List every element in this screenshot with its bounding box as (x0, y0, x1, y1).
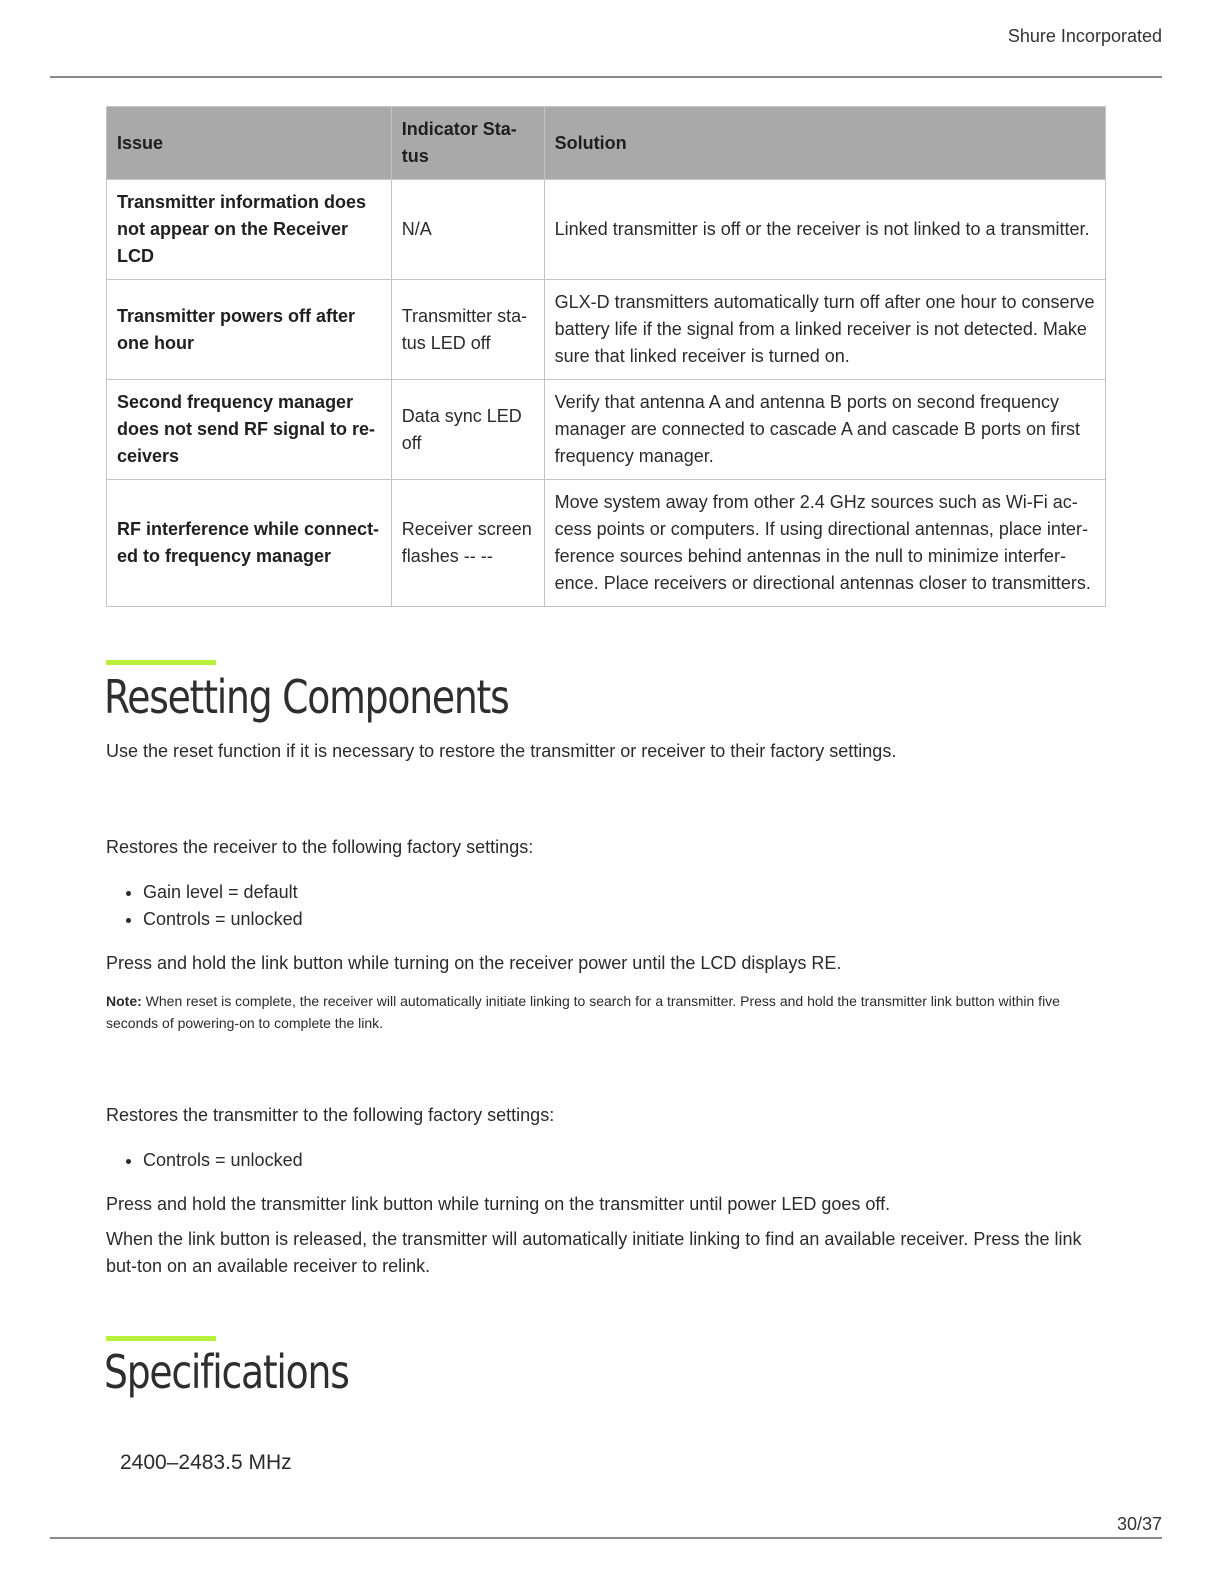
table-row (107, 280, 1106, 380)
table-row (107, 180, 1106, 280)
issue-cell: Transmitter powers off after one hour (107, 280, 392, 380)
solution-cell: GLX-D transmitters automatically turn off after one hour to conserve battery life if the signal from a linked receiver is not detected. Make sure that linked receiver is turned on. (544, 280, 1105, 380)
indicator-cell: Data sync LED off (391, 380, 544, 480)
table-header-row (107, 107, 1106, 180)
indicator-cell: Transmitter sta-tus LED off (391, 280, 544, 380)
note-label: Note: (106, 993, 142, 1009)
indicator-cell: N/A (391, 180, 544, 280)
col-header-solution: Solution (544, 107, 1105, 180)
note-text: When reset is complete, the receiver will automatically initiate linking to search for a transmitter. Press and hold the transmitter link button within five seconds of powering-on to complete the link. (106, 993, 1060, 1031)
page-number: 30/37 (1116, 1514, 1162, 1534)
section-title-specifications: Specifications (104, 1345, 349, 1399)
transmitter-reset-instruction: Press and hold the transmitter link button while turning on the transmitter until power LED goes off. (106, 1194, 891, 1214)
transmitter-settings-list (106, 1147, 303, 1174)
solution-cell: Verify that antenna A and antenna B ports on second frequency manager are connected to cascade A and cascade B ports on first frequency manager. (544, 380, 1105, 480)
receiver-reset-lead: Restores the receiver to the following factory settings: (106, 837, 534, 857)
col-header-issue: Issue (107, 107, 392, 180)
header-divider (50, 76, 1162, 78)
list-item: • Controls = unlocked (143, 1147, 303, 1174)
receiver-settings-list (106, 879, 303, 933)
section-accent-bar (106, 660, 216, 665)
section-accent-bar (106, 1336, 216, 1341)
section-title-reset: Resetting Components (104, 670, 509, 724)
receiver-reset-note (106, 990, 1108, 1034)
transmitter-reset-lead: Restores the transmitter to the following factory settings: (106, 1105, 555, 1125)
issue-cell: Second frequency manager does not send RF signal to re-ceivers (107, 380, 392, 480)
troubleshooting-table (106, 106, 1106, 607)
header-company-name: Shure Incorporated (1007, 26, 1162, 46)
col-header-indicator: Indicator Sta- tus (391, 107, 544, 180)
transmitter-reset-followup: When the link button is released, the transmitter will automatically initiate linking to find an available receiver. Press the link but-ton on an available receiver to relink. (106, 1229, 1082, 1276)
table-row (107, 380, 1106, 480)
list-item: • Gain level = default (143, 879, 303, 906)
solution-cell: Linked transmitter is off or the receiver is not linked to a transmitter. (544, 180, 1105, 280)
issue-cell: Transmitter information does not appear on the Receiver LCD (107, 180, 392, 280)
indicator-cell: Receiver screen flashes -- -- (391, 480, 544, 607)
table-row (107, 480, 1106, 607)
issue-cell: RF interference while connect-ed to frequency manager (107, 480, 392, 607)
footer-divider (50, 1537, 1162, 1539)
solution-cell: Move system away from other 2.4 GHz sources such as Wi-Fi ac-cess points or computers. If using directional antennas, place inter-ference sources behind antennas in the null to minimize interfer-ence. Place receivers or directional antennas closer to transmitters. (544, 480, 1105, 607)
list-item: • Controls = unlocked (143, 906, 303, 933)
receiver-reset-instruction: Press and hold the link button while turning on the receiver power until the LCD displays RE. (106, 953, 842, 973)
reset-intro: Use the reset function if it is necessary to restore the transmitter or receiver to their factory settings. (106, 741, 897, 761)
frequency-range-value: 2400–2483.5 MHz (120, 1451, 292, 1474)
